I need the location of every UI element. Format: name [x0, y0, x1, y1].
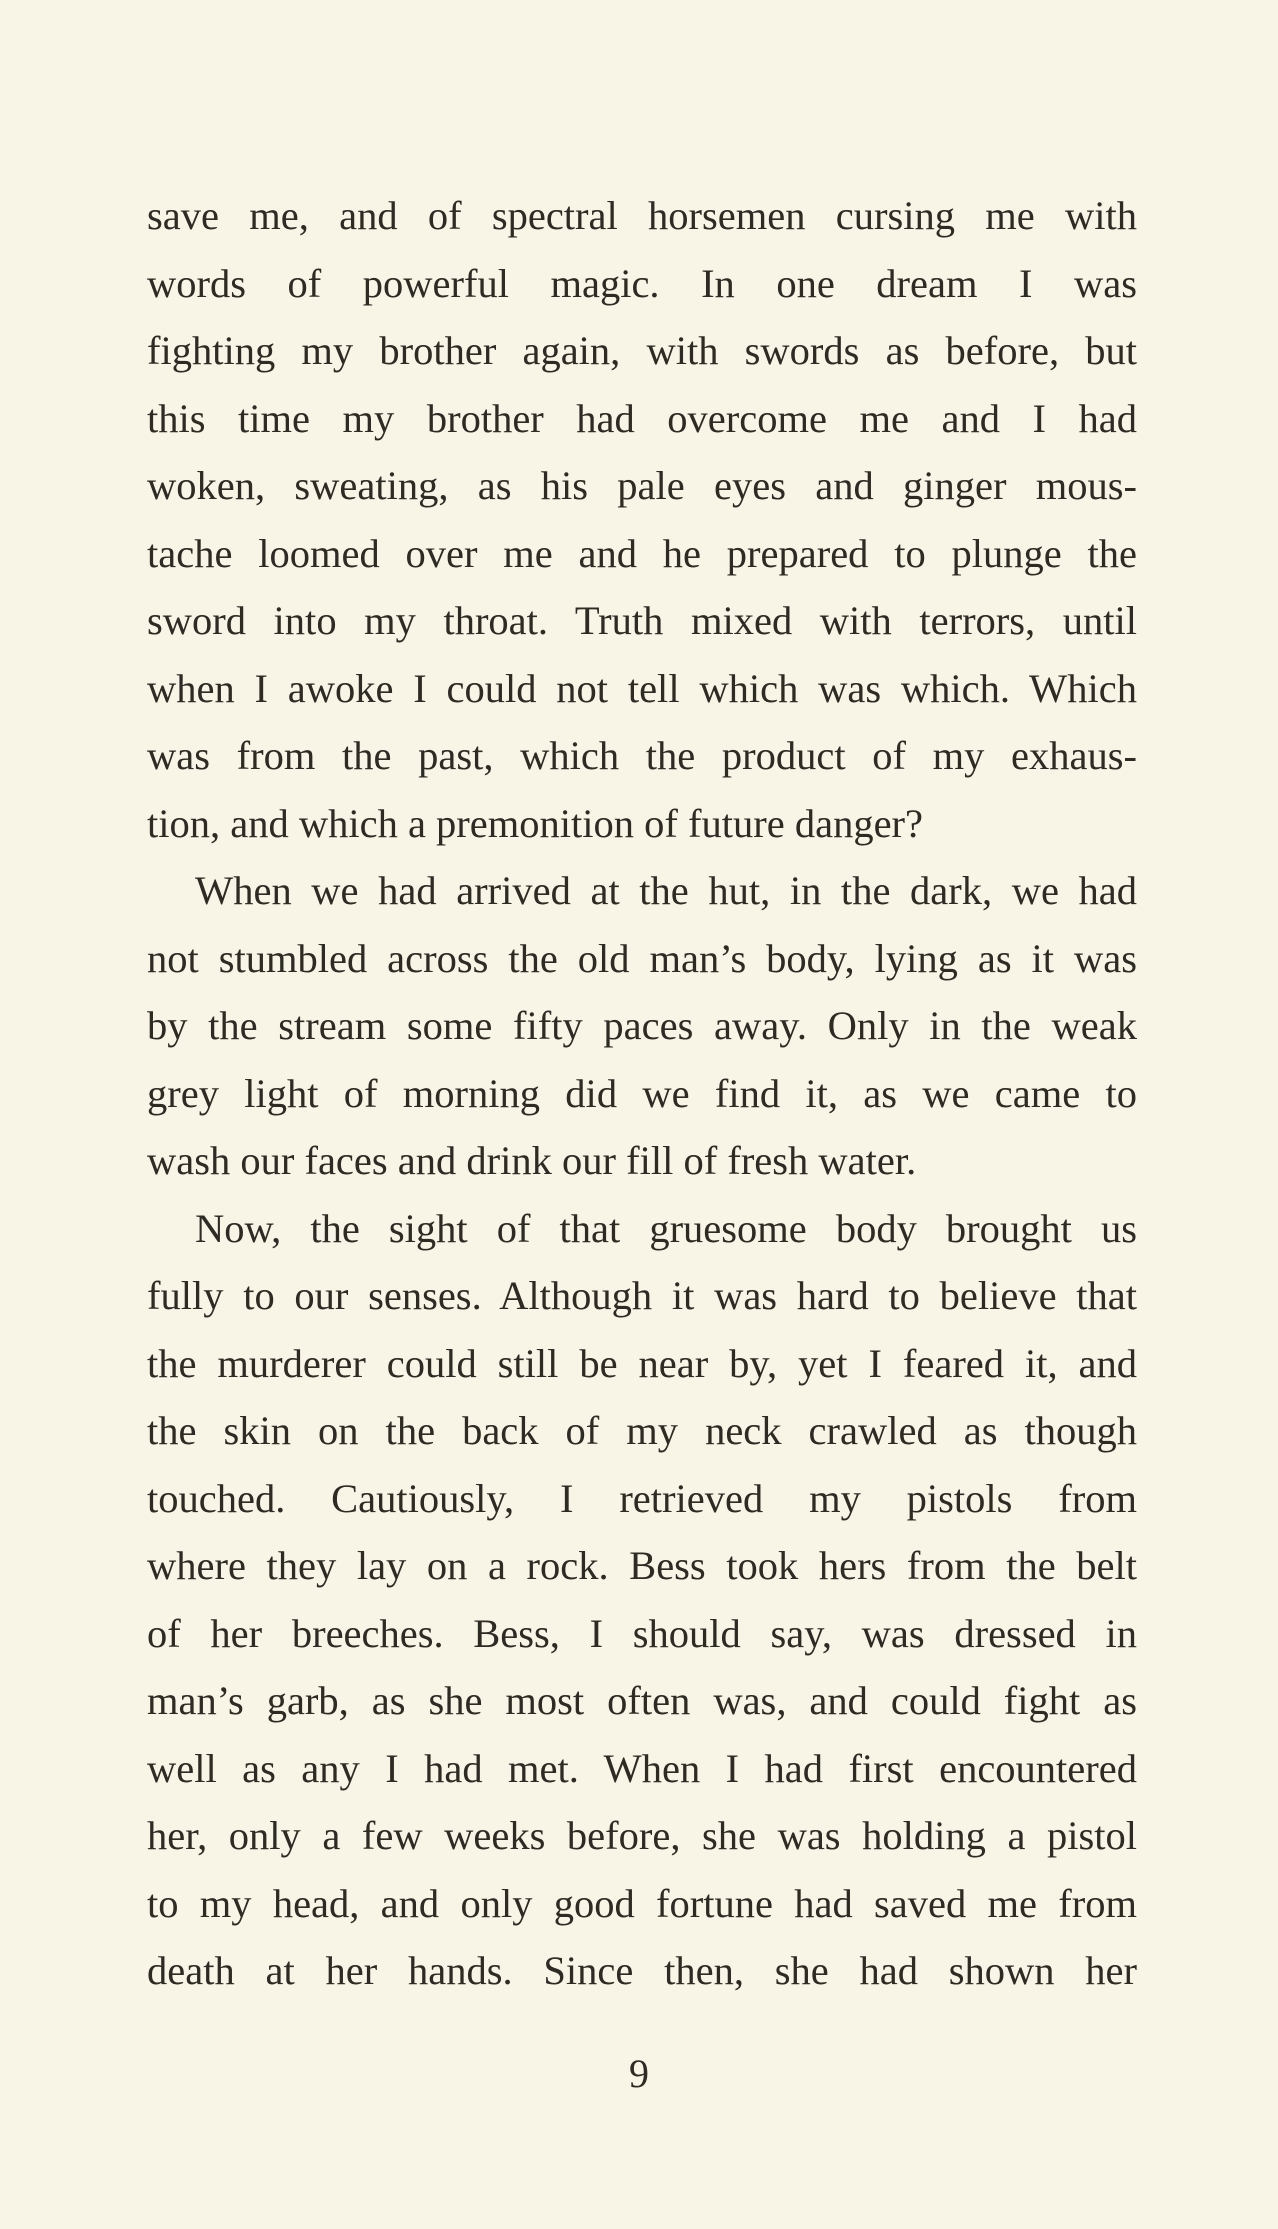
text-line: tache loomed over me and he prepared to plunge the: [147, 530, 1137, 576]
text-line: of her breeches. Bess, I should say, was dressed in: [147, 1610, 1137, 1656]
text-line: to my head, and only good fortune had saved me from: [147, 1880, 1137, 1926]
paragraph-3: [147, 1195, 1137, 2005]
text-line: save me, and of spectral horsemen cursing me with: [147, 193, 1137, 238]
paragraph-1: [147, 182, 1137, 857]
text-line: the murderer could still be near by, yet I feared it, and: [147, 1340, 1137, 1386]
text-line: tion, and which a premonition of future danger?: [147, 800, 924, 846]
text-line: when I awoke I could not tell which was which. Which: [147, 665, 1137, 711]
text-line: the skin on the back of my neck crawled as though: [147, 1408, 1137, 1453]
text-line: not stumbled across the old man’s body, lying as it was: [147, 935, 1137, 981]
text-line: When we had arrived at the hut, in the dark, we had: [195, 868, 1137, 913]
text-line: was from the past, which the product of my exhaus-: [147, 733, 1137, 778]
text-line: words of powerful magic. In one dream I was: [147, 260, 1137, 306]
text-line: well as any I had met. When I had first encountered: [147, 1745, 1137, 1791]
text-line: sword into my throat. Truth mixed with terrors, until: [147, 598, 1137, 643]
text-line: where they lay on a rock. Bess took hers from the belt: [147, 1543, 1137, 1588]
text-line: touched. Cautiously, I retrieved my pistols from: [147, 1475, 1137, 1521]
text-line: by the stream some fifty paces away. Only in the weak: [147, 1003, 1137, 1048]
text-line: death at her hands. Since then, she had shown her: [147, 1948, 1137, 1993]
text-line: this time my brother had overcome me and I had: [147, 395, 1137, 441]
text-line: fully to our senses. Although it was hard to believe that: [147, 1273, 1137, 1318]
text-line: fighting my brother again, with swords as before, but: [147, 328, 1137, 373]
text-line: her, only a few weeks before, she was holding a pistol: [147, 1813, 1137, 1858]
text-line: Now, the sight of that gruesome body brought us: [195, 1205, 1137, 1251]
text-line: woken, sweating, as his pale eyes and ginger mous-: [147, 463, 1137, 508]
text-line: wash our faces and drink our fill of fresh water.: [147, 1138, 917, 1183]
page-number: 9: [629, 2051, 649, 2096]
body-text: [147, 182, 1137, 2005]
paragraph-2: [147, 857, 1137, 1195]
text-line: grey light of morning did we find it, as we came to: [147, 1070, 1137, 1116]
text-line: man’s garb, as she most often was, and could fight as: [147, 1678, 1137, 1723]
